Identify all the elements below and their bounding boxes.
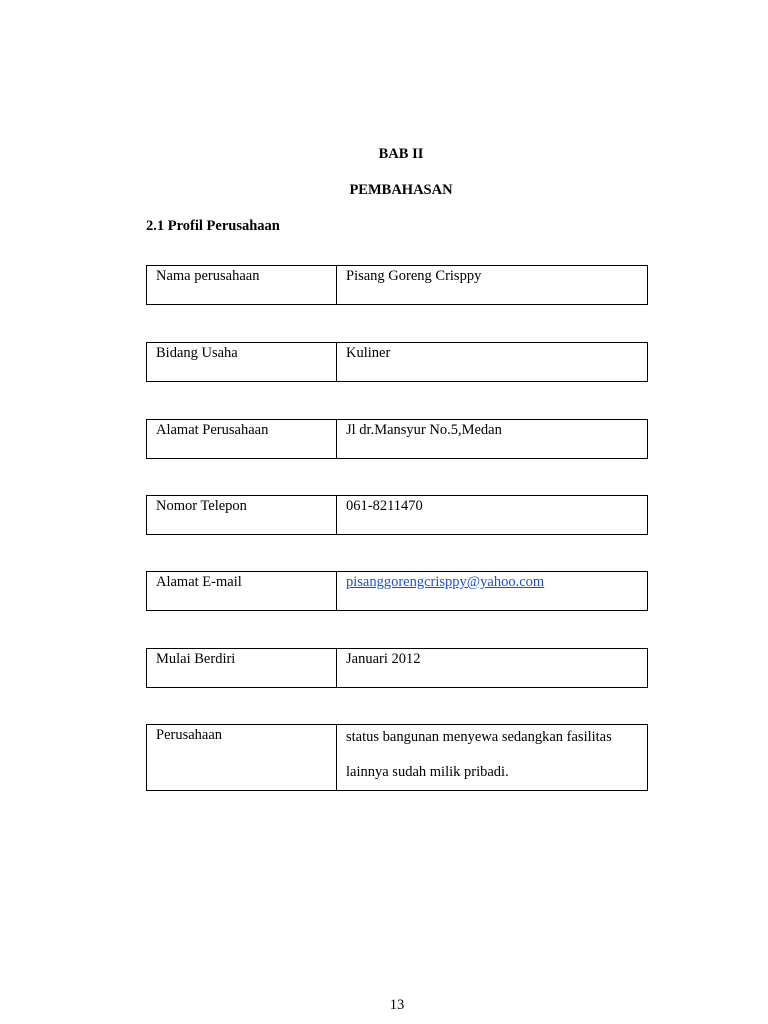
field-label: Bidang Usaha [156,345,238,361]
table-row [147,496,648,535]
value-cell [337,343,648,382]
field-value: Januari 2012 [346,651,421,667]
email-link[interactable]: pisanggorengcrisppy@yahoo.com [346,574,545,590]
profile-table-email [146,571,648,611]
value-cell [337,725,648,791]
section-heading: 2.1 Profil Perusahaan [146,218,280,234]
value-cell [337,649,648,688]
value-cell [337,266,648,305]
value-cell [337,420,648,459]
field-value: Jl dr.Mansyur No.5,Medan [346,422,502,438]
field-label: Alamat Perusahaan [156,422,269,438]
field-value: status bangunan menyewa sedangkan fasilitas lainnya sudah milik pribadi. [346,729,612,780]
label-cell [147,725,337,791]
value-cell [337,572,648,611]
field-value: Kuliner [346,345,391,361]
profile-table-business-field [146,342,648,382]
chapter-title: PEMBAHASAN [349,182,453,198]
field-label: Alamat E-mail [156,574,242,590]
profile-table-phone [146,495,648,535]
table-row [147,266,648,305]
field-label: Nomor Telepon [156,498,247,514]
label-cell [147,649,337,688]
chapter-number: BAB II [378,146,424,162]
label-cell [147,572,337,611]
field-label: Perusahaan [156,727,223,743]
profile-table-company-status [146,724,648,791]
table-row [147,343,648,382]
page-number: 13 [389,997,405,1013]
table-row [147,572,648,611]
field-label: Mulai Berdiri [156,651,236,667]
label-cell [147,343,337,382]
profile-table-company-name [146,265,648,305]
label-cell [147,420,337,459]
profile-table-founded [146,648,648,688]
table-row [147,649,648,688]
field-value: 061-8211470 [346,498,423,514]
label-cell [147,496,337,535]
field-value: Pisang Goreng Crisppy [346,268,482,284]
label-cell [147,266,337,305]
value-cell [337,496,648,535]
profile-table-address [146,419,648,459]
field-label: Nama perusahaan [156,268,260,284]
table-row [147,725,648,791]
table-row [147,420,648,459]
